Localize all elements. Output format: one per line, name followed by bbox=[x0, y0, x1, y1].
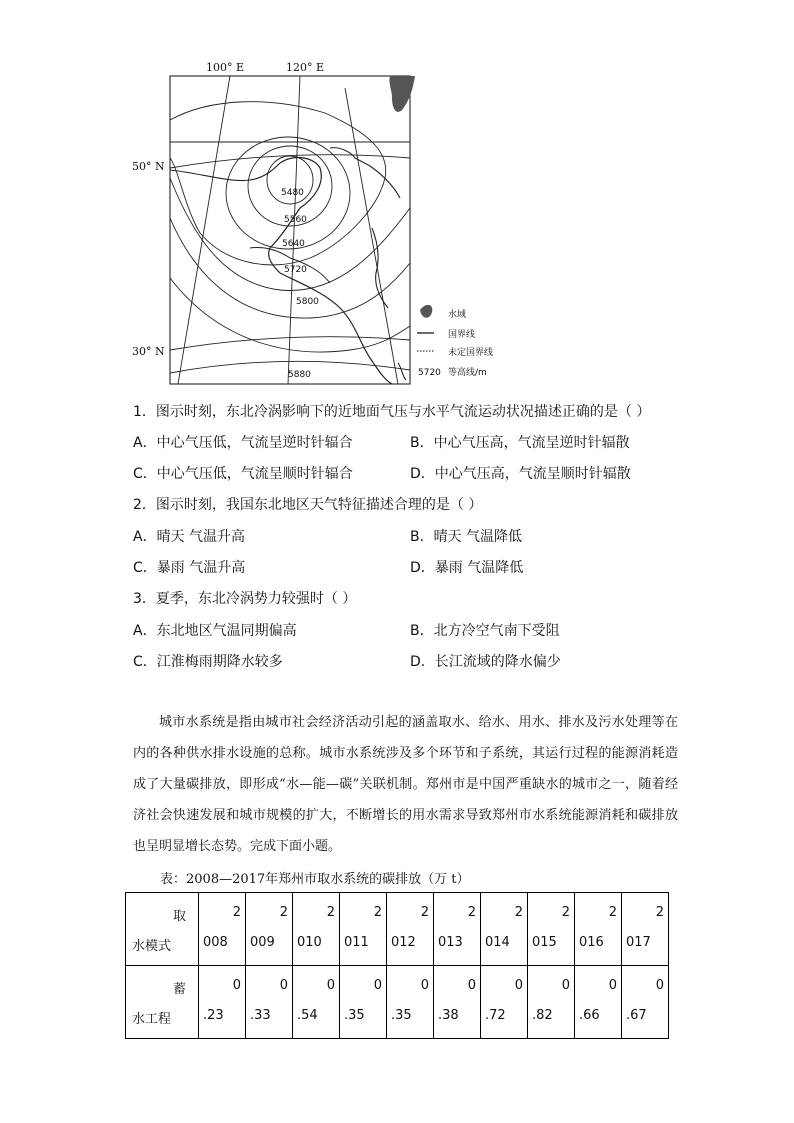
question-1-stem: 1．图示时刻，东北冷涡影响下的近地面气压与水平气流运动状况描述正确的是（ ） bbox=[133, 404, 651, 420]
year-cell-top: 2 bbox=[561, 905, 570, 920]
legend-contour-label: 等高线/m bbox=[448, 368, 487, 378]
value-cell-bottom: .35 bbox=[391, 1008, 412, 1023]
question-1-option-b[interactable]: B．中心气压高，气流呈逆时针辐散 bbox=[410, 435, 630, 451]
value-cell-top: 0 bbox=[655, 978, 664, 993]
year-cell-top: 2 bbox=[467, 905, 476, 920]
coastline bbox=[280, 273, 392, 384]
value-cell-bottom: .23 bbox=[203, 1008, 224, 1023]
value-cell-bottom: .66 bbox=[579, 1008, 600, 1023]
year-cell-bottom: 009 bbox=[250, 935, 275, 950]
year-cell-bottom: 014 bbox=[485, 935, 510, 950]
year-cell-top: 2 bbox=[279, 905, 288, 920]
question-2-option-c[interactable]: C．暴雨 气温升高 bbox=[133, 560, 246, 576]
header-label-bottom: 水模式 bbox=[132, 939, 172, 954]
question-1-option-d[interactable]: D．中心气压高，气流呈顺时针辐散 bbox=[410, 466, 631, 482]
question-2-stem: 2．图示时刻，我国东北地区天气特征描述合理的是（ ） bbox=[133, 497, 483, 513]
year-cell-top: 2 bbox=[373, 905, 382, 920]
legend-contour-sample: 5720 bbox=[418, 368, 441, 378]
value-cell-top: 0 bbox=[561, 978, 570, 993]
value-cell-top: 0 bbox=[608, 978, 617, 993]
table-caption: 表：2008—2017年郑州市取水系统的碳排放（万 t） bbox=[160, 872, 470, 887]
question-3-option-c[interactable]: C．江淮梅雨期降水较多 bbox=[133, 654, 283, 670]
value-cell-bottom: .72 bbox=[485, 1008, 506, 1023]
year-cell-top: 2 bbox=[420, 905, 429, 920]
year-cell-top: 2 bbox=[514, 905, 523, 920]
year-cell-bottom: 011 bbox=[344, 935, 369, 950]
contour-label: 5800 bbox=[296, 297, 319, 307]
table-data-row bbox=[126, 966, 669, 1039]
value-cell-bottom: .82 bbox=[532, 1008, 553, 1023]
year-cell-bottom: 010 bbox=[297, 935, 322, 950]
value-cell-bottom: .33 bbox=[250, 1008, 271, 1023]
year-cell-bottom: 017 bbox=[626, 935, 651, 950]
lon-label: 100° E bbox=[206, 61, 245, 74]
carbon-emission-table bbox=[125, 892, 669, 1039]
row-label-bottom: 水工程 bbox=[132, 1012, 172, 1027]
water-legend-swatch bbox=[420, 305, 432, 318]
year-cell-bottom: 008 bbox=[203, 935, 228, 950]
value-cell-top: 0 bbox=[467, 978, 476, 993]
weather-map bbox=[130, 58, 510, 388]
year-cell-bottom: 013 bbox=[438, 935, 463, 950]
question-1-option-c[interactable]: C．中心气压低，气流呈顺时针辐合 bbox=[133, 466, 353, 482]
coastline bbox=[372, 228, 388, 308]
question-3-option-d[interactable]: D．长江流域的降水偏少 bbox=[410, 654, 561, 670]
year-cell-bottom: 015 bbox=[532, 935, 557, 950]
legend-undetermined-label: 未定国界线 bbox=[448, 348, 494, 358]
lon-label: 120° E bbox=[286, 61, 325, 74]
contour-label: 5480 bbox=[281, 188, 304, 198]
question-2-option-d[interactable]: D．暴雨 气温降低 bbox=[410, 560, 524, 576]
year-cell-bottom: 012 bbox=[391, 935, 416, 950]
question-2-option-b[interactable]: B．晴天 气温降低 bbox=[410, 529, 523, 545]
contour-label: 5880 bbox=[288, 370, 311, 380]
value-cell-top: 0 bbox=[232, 978, 241, 993]
meridian-line bbox=[345, 88, 398, 384]
reading-passage bbox=[133, 707, 678, 862]
value-cell-top: 0 bbox=[326, 978, 335, 993]
year-cell-top: 2 bbox=[326, 905, 335, 920]
value-cell-top: 0 bbox=[420, 978, 429, 993]
year-cell-top: 2 bbox=[232, 905, 241, 920]
value-cell-top: 0 bbox=[279, 978, 288, 993]
question-3-stem: 3．夏季，东北冷涡势力较强时（ ） bbox=[133, 591, 357, 607]
table-header-row bbox=[126, 893, 669, 966]
contour-legend-line bbox=[398, 363, 406, 380]
contour-label: 5720 bbox=[284, 265, 307, 275]
passage-text: 城市水系统是指由城市社会经济活动引起的涵盖取水、给水、用水、排水及污水处理等在内的各种供水排水设施的总称。城市水系统涉及多个环节和子系统，其运行过程的能源消耗造成了大量碳排放，即形成“水—能—碳”关联机制。郑州市是中国严重缺水的城市之一，随着经济社会快速发展和城市规模的扩大，不断增长的用水需求导致郑州市水系统能源消耗和碳排放也呈明显增长态势。完成下面小题。 bbox=[133, 715, 678, 854]
year-cell-bottom: 016 bbox=[579, 935, 604, 950]
value-cell-bottom: .35 bbox=[344, 1008, 365, 1023]
header-label-top: 取 bbox=[172, 909, 186, 924]
value-cell-top: 0 bbox=[514, 978, 523, 993]
island-shape bbox=[389, 76, 415, 112]
parallel-line bbox=[170, 155, 410, 168]
question-2-option-a[interactable]: A．晴天 气温升高 bbox=[133, 529, 246, 545]
value-cell-bottom: .54 bbox=[297, 1008, 318, 1023]
year-cell-top: 2 bbox=[655, 905, 664, 920]
value-cell-bottom: .38 bbox=[438, 1008, 459, 1023]
legend-water-label: 水域 bbox=[448, 310, 467, 320]
contour-label: 5640 bbox=[282, 239, 305, 249]
question-3-option-a[interactable]: A．东北地区气温同期偏高 bbox=[133, 623, 297, 639]
legend-border-label: 国界线 bbox=[448, 330, 476, 340]
question-1-option-a[interactable]: A．中心气压低，气流呈逆时针辐合 bbox=[133, 435, 353, 451]
value-cell-top: 0 bbox=[373, 978, 382, 993]
lat-label: 50° N bbox=[132, 160, 165, 173]
contour-label: 5560 bbox=[284, 215, 307, 225]
lat-label: 30° N bbox=[132, 345, 165, 358]
row-label-top: 蓄 bbox=[172, 982, 186, 997]
year-cell-top: 2 bbox=[608, 905, 617, 920]
meridian-line bbox=[178, 76, 230, 384]
question-3-option-b[interactable]: B．北方冷空气南下受阻 bbox=[410, 623, 560, 639]
value-cell-bottom: .67 bbox=[626, 1008, 647, 1023]
